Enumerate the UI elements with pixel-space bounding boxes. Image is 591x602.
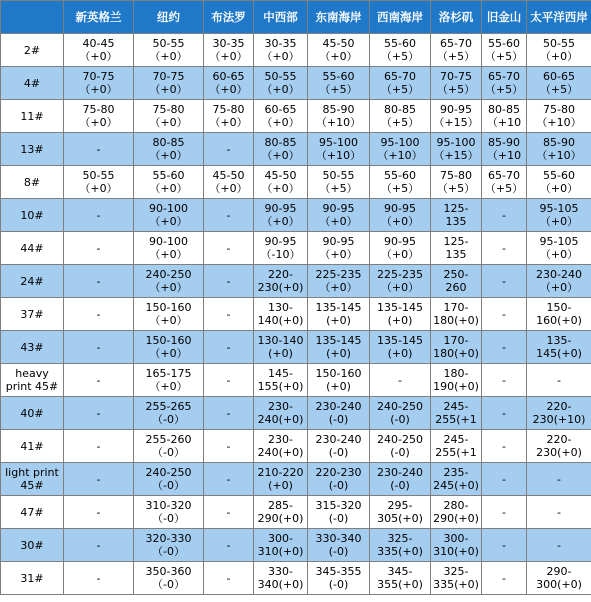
table-cell: 55-60 （+5） (482, 34, 527, 67)
table-cell: 50-55 （+0） (254, 67, 308, 100)
table-body (1, 34, 591, 595)
table-cell: 145- 155(+0) (254, 364, 308, 397)
table-cell: 75-80 （+5） (431, 166, 482, 199)
table-cell: 135-145 (+0) (308, 298, 370, 331)
table-cell: 70-75 （+5） (431, 67, 482, 100)
table-row (1, 529, 591, 562)
table-cell: 150-160 （+0） (134, 331, 204, 364)
table-cell: - (64, 133, 134, 166)
table-cell: 50-55 （+0） (64, 166, 134, 199)
table-cell: 230- 240(+0) (254, 397, 308, 430)
table-cell: - (370, 364, 431, 397)
table-cell: 75-80 （+0） (134, 100, 204, 133)
table-row (1, 430, 591, 463)
table-cell: 300- 310(+0) (254, 529, 308, 562)
table-cell: 90-95 （+0） (370, 232, 431, 265)
table-cell: 150-160 (+0) (308, 364, 370, 397)
table-cell: - (64, 298, 134, 331)
table-row (1, 265, 591, 298)
table-cell: - (204, 331, 254, 364)
table-cell: 60-65 （+0） (254, 100, 308, 133)
column-header: 西南海岸 (370, 1, 431, 34)
table-cell: 30-35 （+0） (204, 34, 254, 67)
row-label: 2# (1, 34, 64, 67)
table-cell: 320-330 （-0） (134, 529, 204, 562)
table-cell: 180- 190(+0) (431, 364, 482, 397)
table-cell: - (482, 331, 527, 364)
table-cell: 330- 340(+0) (254, 562, 308, 595)
table-cell: 70-75 （+0） (64, 67, 134, 100)
table-cell: 315-320 (-0) (308, 496, 370, 529)
header-corner-cell (1, 1, 64, 34)
table-cell: - (482, 496, 527, 529)
table-row (1, 397, 591, 430)
table-cell: - (482, 397, 527, 430)
table-cell: 90-95 （+0） (370, 199, 431, 232)
row-label: 8# (1, 166, 64, 199)
table-cell: - (204, 430, 254, 463)
row-label: 43# (1, 331, 64, 364)
row-label: 11# (1, 100, 64, 133)
table-cell: 230-240 (-0) (308, 430, 370, 463)
table-cell: - (204, 397, 254, 430)
table-cell: 165-175 （+0） (134, 364, 204, 397)
table-cell: 310-320 （-0） (134, 496, 204, 529)
table-row (1, 67, 591, 100)
table-cell: - (527, 463, 591, 496)
table-cell: - (64, 199, 134, 232)
table-cell: 125- 135 (431, 199, 482, 232)
table-cell: 150- 160(+0) (527, 298, 591, 331)
table-row (1, 496, 591, 529)
table-cell: 90-95 （+0） (308, 199, 370, 232)
table-cell: 75-80 （+0） (204, 100, 254, 133)
table-cell: 225-235 （+0） (370, 265, 431, 298)
table-cell: 45-50 （+0） (308, 34, 370, 67)
table-cell: 285- 290(+0) (254, 496, 308, 529)
column-header: 旧金山 (482, 1, 527, 34)
column-header: 东南海岸 (308, 1, 370, 34)
table-cell: 245- 255(+1 (431, 397, 482, 430)
table-cell: - (64, 232, 134, 265)
table-cell: 85-90 （+10） (308, 100, 370, 133)
table-cell: - (527, 496, 591, 529)
table-cell: - (482, 232, 527, 265)
table-cell: - (527, 364, 591, 397)
table-cell: 130- 140(+0) (254, 298, 308, 331)
table-cell: 280- 290(+0) (431, 496, 482, 529)
row-label: 44# (1, 232, 64, 265)
table-cell: 80-85 （+0） (254, 133, 308, 166)
table-cell: 125- 135 (431, 232, 482, 265)
table-cell: 90-95 （+0） (254, 199, 308, 232)
table-cell: 150-160 （+0） (134, 298, 204, 331)
row-label: 47# (1, 496, 64, 529)
row-label: 24# (1, 265, 64, 298)
table-row (1, 34, 591, 67)
table-cell: - (482, 199, 527, 232)
table-cell: 325- 335(+0) (370, 529, 431, 562)
table-cell: 245- 255(+1 (431, 430, 482, 463)
column-header: 洛杉矶 (431, 1, 482, 34)
table-cell: 240-250 （-0） (134, 463, 204, 496)
table-cell: - (64, 430, 134, 463)
table-cell: 250- 260 (431, 265, 482, 298)
table-cell: - (64, 364, 134, 397)
row-label: 13# (1, 133, 64, 166)
table-cell: - (482, 562, 527, 595)
table-cell: 220- 230(+0) (254, 265, 308, 298)
table-cell: 40-45 （+0） (64, 34, 134, 67)
table-cell: 95-100 （+15） (431, 133, 482, 166)
table-cell: - (482, 298, 527, 331)
column-header: 中西部 (254, 1, 308, 34)
header-row (1, 1, 591, 34)
table-cell: 50-55 （+0） (134, 34, 204, 67)
table-cell: 230-240 (-0) (370, 463, 431, 496)
table-cell: 30-35 （+0） (254, 34, 308, 67)
table-cell: 90-95 （+0） (308, 232, 370, 265)
table-cell: 85-90 （+10 (482, 133, 527, 166)
table-row (1, 463, 591, 496)
table-cell: 230-240 （+0） (527, 265, 591, 298)
row-label: 37# (1, 298, 64, 331)
row-label: 40# (1, 397, 64, 430)
table-row (1, 100, 591, 133)
table-cell: - (482, 430, 527, 463)
table-cell: 60-65 （+0） (204, 67, 254, 100)
column-header: 新英格兰 (64, 1, 134, 34)
table-cell: - (204, 133, 254, 166)
table-cell: - (64, 529, 134, 562)
table-row (1, 133, 591, 166)
table-cell: 95-100 （+10） (308, 133, 370, 166)
table-row (1, 232, 591, 265)
table-cell: 345-355 (-0) (308, 562, 370, 595)
table-cell: - (482, 463, 527, 496)
table-row (1, 298, 591, 331)
table-cell: 170- 180(+0) (431, 331, 482, 364)
table-cell: 75-80 （+10） (527, 100, 591, 133)
table-cell: 255-265 （-0） (134, 397, 204, 430)
table-cell: 345- 355(+0) (370, 562, 431, 595)
row-label: 4# (1, 67, 64, 100)
table-cell: 70-75 （+0） (134, 67, 204, 100)
table-row (1, 199, 591, 232)
table-cell: 95-105 （+0） (527, 232, 591, 265)
table-cell: 90-100 （+0） (134, 232, 204, 265)
table-cell: - (64, 463, 134, 496)
table-cell: 80-85 （+10 (482, 100, 527, 133)
column-header: 太平洋西岸 (527, 1, 591, 34)
table-cell: 300- 310(+0) (431, 529, 482, 562)
table-cell: 50-55 （+0） (527, 34, 591, 67)
table-cell: 65-70 （+5） (482, 166, 527, 199)
table-cell: 90-100 （+0） (134, 199, 204, 232)
row-label: 10# (1, 199, 64, 232)
row-label: 30# (1, 529, 64, 562)
table-cell: - (482, 265, 527, 298)
column-header: 纽约 (134, 1, 204, 34)
table-cell: 170- 180(+0) (431, 298, 482, 331)
table-cell: 45-50 （+0） (254, 166, 308, 199)
table-cell: 45-50 （+0） (204, 166, 254, 199)
table-cell: 95-100 （+10） (370, 133, 431, 166)
row-label: 41# (1, 430, 64, 463)
table-cell: 135- 145(+0) (527, 331, 591, 364)
table-cell: - (204, 529, 254, 562)
table-cell: 75-80 （+0） (64, 100, 134, 133)
table-cell: - (204, 232, 254, 265)
table-row (1, 364, 591, 397)
table-cell: - (64, 562, 134, 595)
table-cell: 65-70 （+5） (482, 67, 527, 100)
table-cell: - (64, 265, 134, 298)
table-cell: 55-60 （+5） (370, 166, 431, 199)
table-cell: 295- 305(+0) (370, 496, 431, 529)
table-cell: 255-260 （-0） (134, 430, 204, 463)
table-cell: 220- 230(+10) (527, 397, 591, 430)
table-cell: - (204, 265, 254, 298)
table-cell: 230- 240(+0) (254, 430, 308, 463)
table-cell: 135-145 (+0) (370, 331, 431, 364)
table-cell: 80-85 （+5） (370, 100, 431, 133)
table-cell: - (204, 199, 254, 232)
table-cell: 55-60 （+5） (370, 34, 431, 67)
table-cell: - (64, 496, 134, 529)
row-label: heavy print 45# (1, 364, 64, 397)
table-cell: 50-55 （+5） (308, 166, 370, 199)
table-row (1, 562, 591, 595)
table-cell: 220- 230(+0) (527, 430, 591, 463)
table-cell: 60-65 （+5） (527, 67, 591, 100)
table-cell: 325- 335(+0) (431, 562, 482, 595)
row-label: light print 45# (1, 463, 64, 496)
table-cell: 130-140 (+0) (254, 331, 308, 364)
table-cell: - (204, 463, 254, 496)
table-cell: 240-250 (-0) (370, 430, 431, 463)
table-cell: 55-60 （+0） (134, 166, 204, 199)
table-cell: 350-360 （-0） (134, 562, 204, 595)
table-cell: 235- 245(+0) (431, 463, 482, 496)
table-cell: 65-70 （+5） (431, 34, 482, 67)
table-cell: - (482, 364, 527, 397)
table-cell: 55-60 （+5） (308, 67, 370, 100)
table-cell: 230-240 (-0) (308, 397, 370, 430)
table-cell: 210-220 (+0) (254, 463, 308, 496)
table-cell: 225-235 （+0） (308, 265, 370, 298)
table-cell: - (204, 298, 254, 331)
column-header: 布法罗 (204, 1, 254, 34)
table-cell: 80-85 （+0） (134, 133, 204, 166)
table-cell: - (482, 529, 527, 562)
table-cell: 290- 300(+0) (527, 562, 591, 595)
table-cell: - (204, 562, 254, 595)
row-label: 31# (1, 562, 64, 595)
table-cell: - (64, 397, 134, 430)
table-cell: - (204, 496, 254, 529)
table-cell: 65-70 （+5） (370, 67, 431, 100)
table-cell: - (204, 364, 254, 397)
table-cell: 85-90 （+10） (527, 133, 591, 166)
table-row (1, 331, 591, 364)
table-cell: 90-95 （-10） (254, 232, 308, 265)
table-cell: 240-250 （+0） (134, 265, 204, 298)
table-cell: 90-95 （+15） (431, 100, 482, 133)
table-cell: - (64, 331, 134, 364)
table-cell: - (527, 529, 591, 562)
table-cell: 220-230 (-0) (308, 463, 370, 496)
table-cell: 240-250 (-0) (370, 397, 431, 430)
table-cell: 330-340 (-0) (308, 529, 370, 562)
table-row (1, 166, 591, 199)
table-cell: 95-105 （+0） (527, 199, 591, 232)
table-cell: 55-60 （+0） (527, 166, 591, 199)
table-cell: 135-145 (+0) (370, 298, 431, 331)
table-cell: 135-145 (+0) (308, 331, 370, 364)
